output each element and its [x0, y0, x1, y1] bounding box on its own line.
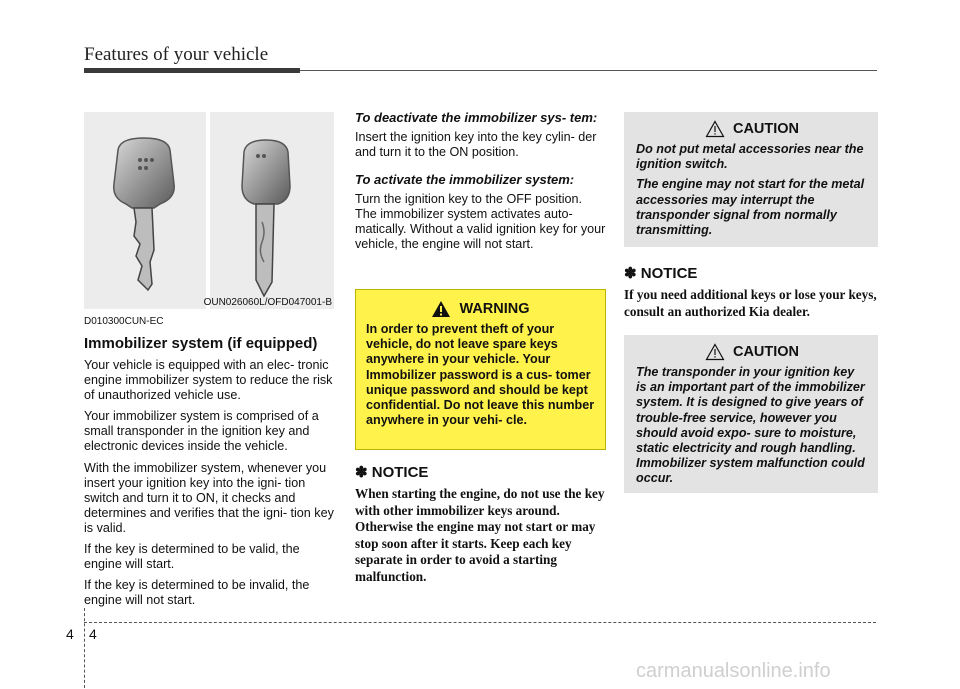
caution-title: CAUTION — [732, 344, 800, 360]
watermark: carmanualsonline.info — [636, 660, 831, 682]
ignition-key-icon — [84, 112, 206, 309]
activation-section — [355, 110, 606, 265]
notice-block — [624, 264, 880, 320]
notice-text: When starting the engine, do not use the key with other immobilizer keys around. Otherwise the engine may not start or may stop soon after it starts. Keep each key separate in order to avoid a starting malfunction. — [355, 486, 605, 584]
deactivate-text: Insert the ignition key into the key cylin- der and turn it to the ON position. — [355, 130, 597, 160]
notice-title: ✽ NOTICE — [624, 265, 698, 282]
caution-text: The transponder in your ignition key is an important part of the immobilizer system. It is designed to give years of trouble-free service, however you should avoid expo- sure to moisture, static electricity and rough handling. Immobilizer system malfunction could occur. — [636, 365, 865, 486]
footer-rule — [84, 622, 876, 623]
immobilizer-section — [84, 316, 334, 614]
caution-triangle-icon — [705, 120, 725, 138]
footer-divider — [84, 608, 85, 688]
paragraph: If the key is determined to be valid, the engine will start. — [84, 542, 300, 572]
caution-triangle-icon — [705, 343, 725, 361]
paragraph: Your vehicle is equipped with an elec- tronic engine immobilizer system to reduce the risk of unauthorized vehicle use. — [84, 358, 333, 403]
warning-title: WARNING — [459, 301, 530, 317]
deactivate-heading: To deactivate the immobilizer sys- tem: — [355, 110, 598, 125]
key-figure — [84, 112, 334, 309]
activate-text: Turn the ignition key to the OFF position. The immobilizer system activates auto- matically. Without a valid ignition key for your vehicle, the engine will not start. — [355, 192, 606, 252]
chapter-number: 4 — [66, 626, 74, 642]
warning-triangle-icon — [431, 300, 451, 318]
figure-caption: OUN026060L/OFD047001-B — [203, 297, 332, 308]
notice-title: ✽ NOTICE — [355, 464, 429, 481]
notice-block — [355, 463, 607, 585]
header-bar — [84, 68, 300, 73]
page-number: 4 — [89, 626, 97, 642]
activate-heading: To activate the immobilizer system: — [355, 172, 575, 188]
section-code: D010300CUN-EC — [84, 316, 164, 327]
immobilizer-heading: Immobilizer system (if equipped) — [84, 335, 318, 352]
caution-text: The engine may not start for the metal accessories may interrupt the transponder signal from normally transmitting. — [636, 177, 865, 238]
warning-text: In order to prevent theft of your vehicle, do not leave spare keys anywhere in your vehicle. Your Immobilizer password is a cus- tomer unique password and should be kept confidential. Do not leave this number anywhere in your vehi- cle. — [366, 322, 595, 428]
caution-box — [624, 112, 878, 247]
paragraph: Your immobilizer system is comprised of a small transponder in the ignition key and electronic devices inside the vehicle. — [84, 409, 319, 454]
transponder-key-icon — [210, 112, 334, 309]
warning-box — [355, 289, 606, 450]
section-title: Features of your vehicle — [84, 44, 269, 65]
header-rule — [300, 70, 877, 71]
caution-text: Do not put metal accessories near the ignition switch. — [636, 142, 864, 172]
caution-box — [624, 335, 878, 493]
caution-title: CAUTION — [732, 121, 800, 137]
notice-text: If you need additional keys or lose your keys, consult an authorized Kia dealer. — [624, 287, 877, 319]
paragraph: With the immobilizer system, whenever you insert your ignition key into the igni- tion switch and turn it to ON, it checks and determines and verifies that the igni- tion key is valid. — [84, 460, 334, 535]
paragraph: If the key is determined to be invalid, the engine will not start. — [84, 578, 310, 608]
